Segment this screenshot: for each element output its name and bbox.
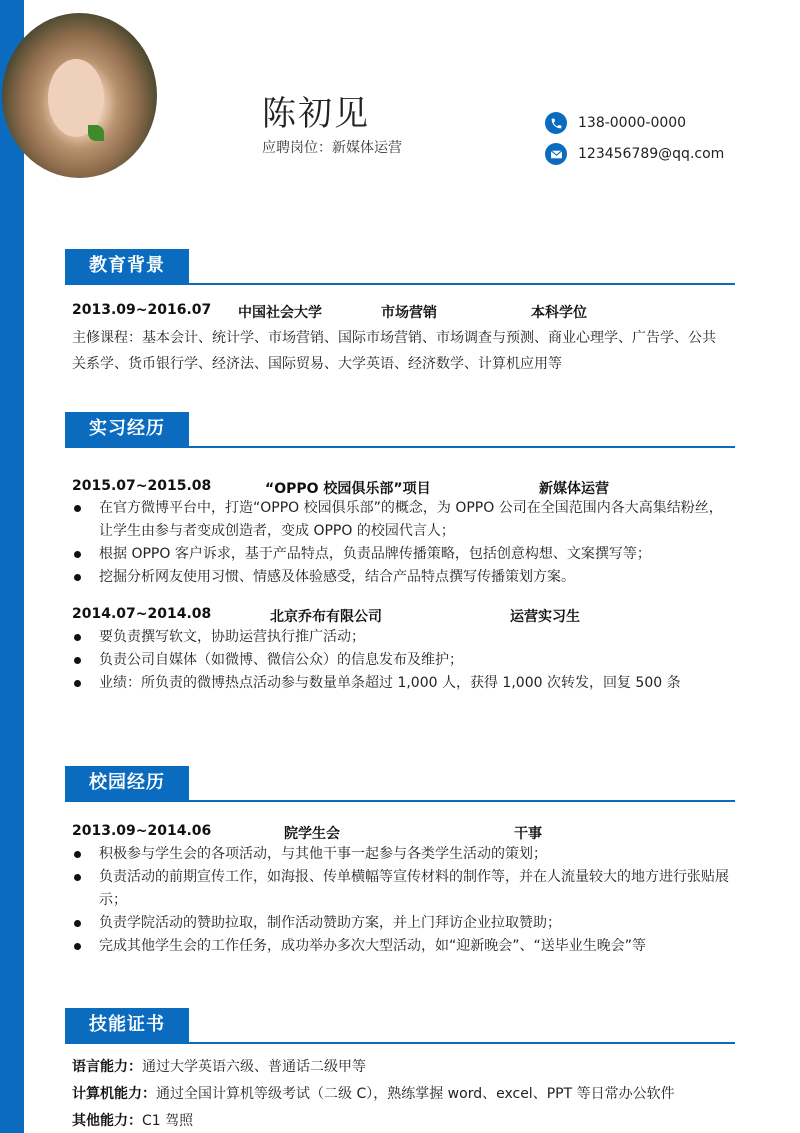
skill-label: 语言能力： <box>72 1059 142 1075</box>
campus-bullets <box>72 843 732 958</box>
section-divider <box>65 446 735 448</box>
profile-photo <box>2 13 157 178</box>
skill-value: 通过全国计算机等级考试（二级 C），熟练掌握 word、excel、PPT 等日常办公软件 <box>156 1086 675 1102</box>
job-date: 2015.07~2015.08 <box>72 478 212 494</box>
education-section-title: 教育背景 <box>65 249 189 283</box>
email-icon <box>545 143 567 165</box>
skill-language <box>72 1056 366 1076</box>
skill-value: C1 驾照 <box>142 1113 194 1129</box>
job-org: 北京乔布有限公司 <box>270 609 382 625</box>
education-date: 2013.09~2016.07 <box>72 302 212 318</box>
education-school: 中国社会大学 <box>238 305 322 321</box>
list-item: 在官方微博平台中，打造“OPPO 校园俱乐部”的概念，为 OPPO 公司在全国范围内各大高集结粉丝，让学生由参与者变成创造者，变成 OPPO 的校园代言人； <box>72 497 732 543</box>
courses-line-2: 关系学、货币银行学、经济法、国际贸易、大学英语、经济数学、计算机应用等 <box>72 356 562 372</box>
phone-number: 138-0000-0000 <box>578 115 687 131</box>
photo-leaf-shape <box>88 125 104 141</box>
internship-section-header <box>65 412 735 448</box>
list-item: 业绩：所负责的微博热点活动参与数量单条超过 1,000 人，获得 1,000 次转发，回复 500 条 <box>72 672 732 695</box>
skill-label: 其他能力： <box>72 1113 142 1129</box>
education-degree: 本科学位 <box>531 305 587 321</box>
courses-line-1: 主修课程：基本会计、统计学、市场营销、国际市场营销、市场调查与预测、商业心理学、广告学、公共 <box>72 330 716 346</box>
education-section-header <box>65 249 735 285</box>
section-divider <box>65 283 735 285</box>
list-item: 负责学院活动的赞助拉取，制作活动赞助方案，并上门拜访企业拉取赞助； <box>72 912 732 935</box>
email-row <box>545 143 724 165</box>
internship-1-bullets <box>72 497 732 589</box>
skill-label: 计算机能力： <box>72 1086 156 1102</box>
list-item: 负责公司自媒体（如微博、微信公众）的信息发布及维护； <box>72 649 732 672</box>
applied-position: 应聘岗位：新媒体运营 <box>262 140 402 156</box>
candidate-name: 陈初见 <box>262 94 370 134</box>
campus-section-title: 校园经历 <box>65 766 189 800</box>
job-org: “OPPO 校园俱乐部”项目 <box>265 481 431 497</box>
side-accent-bar <box>0 0 24 1133</box>
job-role: 运营实习生 <box>510 609 580 625</box>
internship-section-title: 实习经历 <box>65 412 189 446</box>
list-item: 负责活动的前期宣传工作，如海报、传单横幅等宣传材料的制作等，并在人流量较大的地方进行张贴展示； <box>72 866 732 912</box>
skill-computer <box>72 1083 675 1103</box>
campus-role: 干事 <box>514 826 542 842</box>
phone-row <box>545 112 686 134</box>
education-major: 市场营销 <box>381 305 437 321</box>
skills-section-header <box>65 1008 735 1044</box>
education-courses <box>72 325 732 377</box>
list-item: 完成其他学生会的工作任务，成功举办多次大型活动，如“迎新晚会”、“送毕业生晚会”等 <box>72 935 732 958</box>
list-item: 根据 OPPO 客户诉求，基于产品特点，负责品牌传播策略，包括创意构想、文案撰写等； <box>72 543 732 566</box>
skills-section-title: 技能证书 <box>65 1008 189 1042</box>
skill-other <box>72 1110 193 1130</box>
list-item: 要负责撰写软文，协助运营执行推广活动； <box>72 626 732 649</box>
internship-2-bullets <box>72 626 732 695</box>
skill-value: 通过大学英语六级、普通话二级甲等 <box>142 1059 366 1075</box>
campus-date: 2013.09~2014.06 <box>72 823 212 839</box>
campus-section-header <box>65 766 735 802</box>
job-role: 新媒体运营 <box>539 481 609 497</box>
phone-icon <box>545 112 567 134</box>
section-divider <box>65 1042 735 1044</box>
list-item: 挖掘分析网友使用习惯、情感及体验感受，结合产品特点撰写传播策划方案。 <box>72 566 732 589</box>
job-date: 2014.07~2014.08 <box>72 606 212 622</box>
section-divider <box>65 800 735 802</box>
campus-org: 院学生会 <box>284 826 340 842</box>
email-address: 123456789@qq.com <box>578 146 725 162</box>
list-item: 积极参与学生会的各项活动，与其他干事一起参与各类学生活动的策划； <box>72 843 732 866</box>
